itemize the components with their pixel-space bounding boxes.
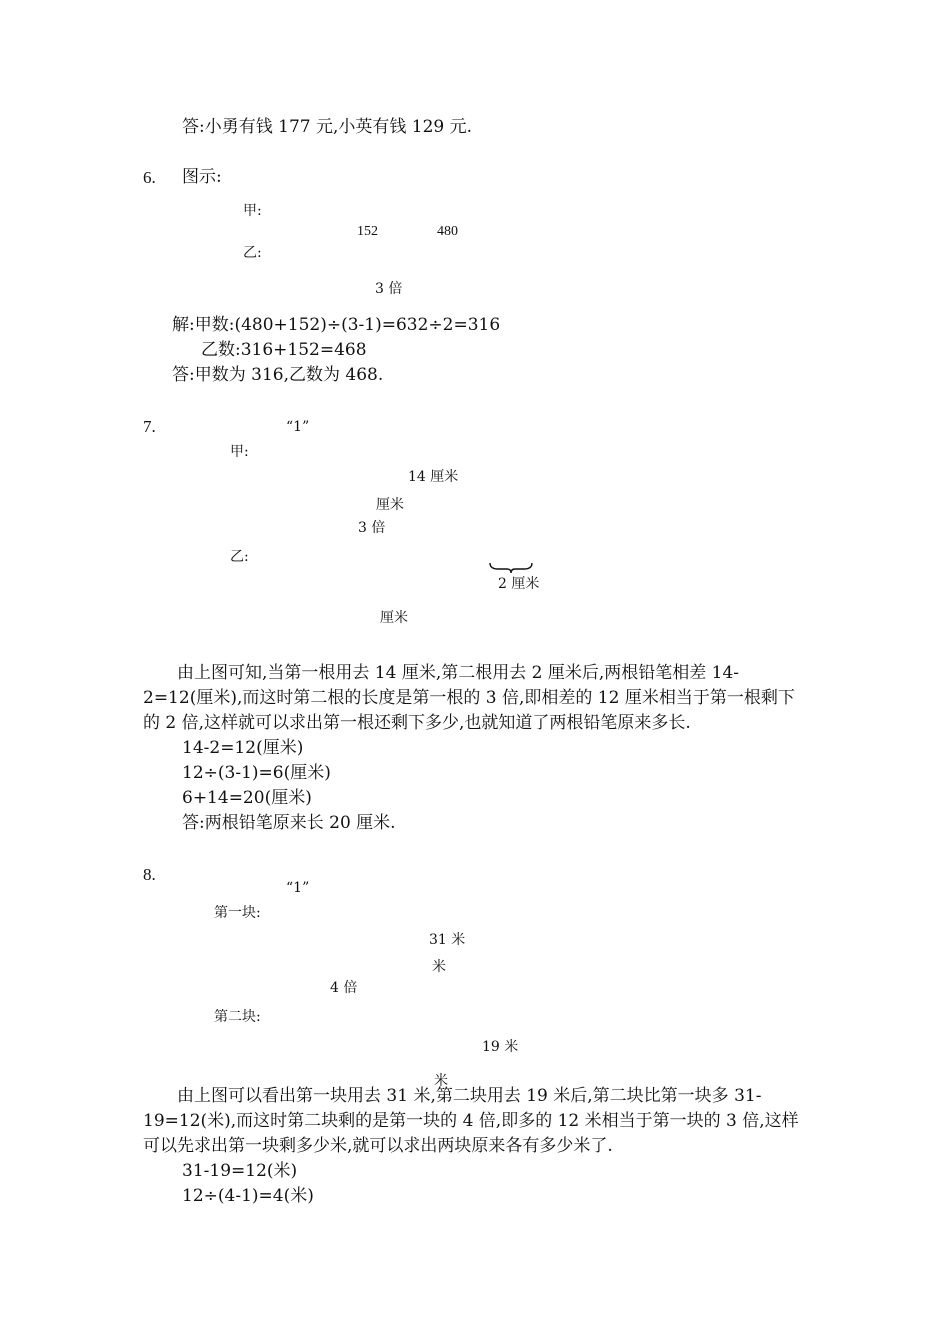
p6-label-yi: 乙: xyxy=(243,245,262,261)
p8-label-first: 第一块: xyxy=(214,905,261,921)
p7-calc-1: 14-2=12(厘米) xyxy=(182,738,304,758)
p7-answer: 答:两根铅笔原来长 20 厘米. xyxy=(182,813,396,833)
p8-calc-2: 12÷(4-1)=4(米) xyxy=(182,1186,314,1206)
p7-times-label: 3 倍 xyxy=(358,520,386,536)
problem-7-number: 7. xyxy=(143,417,156,436)
p8-explanation: 由上图可以看出第一块用去 31 米,第二块用去 19 米后,第二块比第一块多 31-19=12(米),而这时第二块剩的是第一块的 4 倍,即多的 12 米相当于第一块的 3 倍,这样可以先求出第一块剩多少米,就可以求出两块原来各有多少米了. xyxy=(143,1086,799,1156)
p8-m-label-b: 米 xyxy=(434,1073,448,1089)
problem-8-number: 8. xyxy=(143,865,156,884)
p6-times-label: 3 倍 xyxy=(375,281,403,297)
p7-calc-3: 6+14=20(厘米) xyxy=(182,788,312,808)
p7-2cm: 2 厘米 xyxy=(498,576,540,592)
p6-value-480: 480 xyxy=(437,224,458,239)
p7-explanation: 由上图可知,当第一根用去 14 厘米,第二根用去 2 厘米后,两根铅笔相差 14-2=12(厘米),而这时第二根的长度是第一根的 3 倍,即相差的 12 厘米相当于第一根剩下的 2 倍,这样就可以求出第一根还剩下多少,也就知道了两根铅笔原来多长. xyxy=(143,663,795,733)
problem-6-title: 图示: xyxy=(182,167,222,187)
p7-label-jia: 甲: xyxy=(230,444,249,460)
p7-brace-icon xyxy=(488,561,534,575)
p6-solution-line-2: 乙数:316+152=468 xyxy=(201,340,367,360)
p7-label-yi: 乙: xyxy=(230,549,249,565)
p7-cm-label-b: 厘米 xyxy=(380,610,408,626)
answer-line-5: 答:小勇有钱 177 元,小英有钱 129 元. xyxy=(182,117,473,137)
p6-solution-line-1: 解:甲数:(480+152)÷(3-1)=632÷2=316 xyxy=(172,315,501,335)
p6-label-jia: 甲: xyxy=(243,203,262,219)
p8-m-label-a: 米 xyxy=(432,959,446,975)
p8-label-second: 第二块: xyxy=(214,1009,261,1025)
p7-calc-2: 12÷(3-1)=6(厘米) xyxy=(182,763,331,783)
problem-6-number: 6. xyxy=(143,168,156,187)
p7-cm-label-a: 厘米 xyxy=(376,497,404,513)
p7-14cm: 14 厘米 xyxy=(408,469,459,485)
p8-unit-one: “1” xyxy=(286,880,310,896)
p8-19m: 19 米 xyxy=(482,1039,519,1055)
p6-value-152: 152 xyxy=(357,224,378,239)
p8-times-label: 4 倍 xyxy=(330,980,358,996)
p7-unit-one: “1” xyxy=(286,419,310,435)
p8-31m: 31 米 xyxy=(429,932,466,948)
p6-answer: 答:甲数为 316,乙数为 468. xyxy=(172,365,384,385)
p8-calc-1: 31-19=12(米) xyxy=(182,1161,298,1181)
